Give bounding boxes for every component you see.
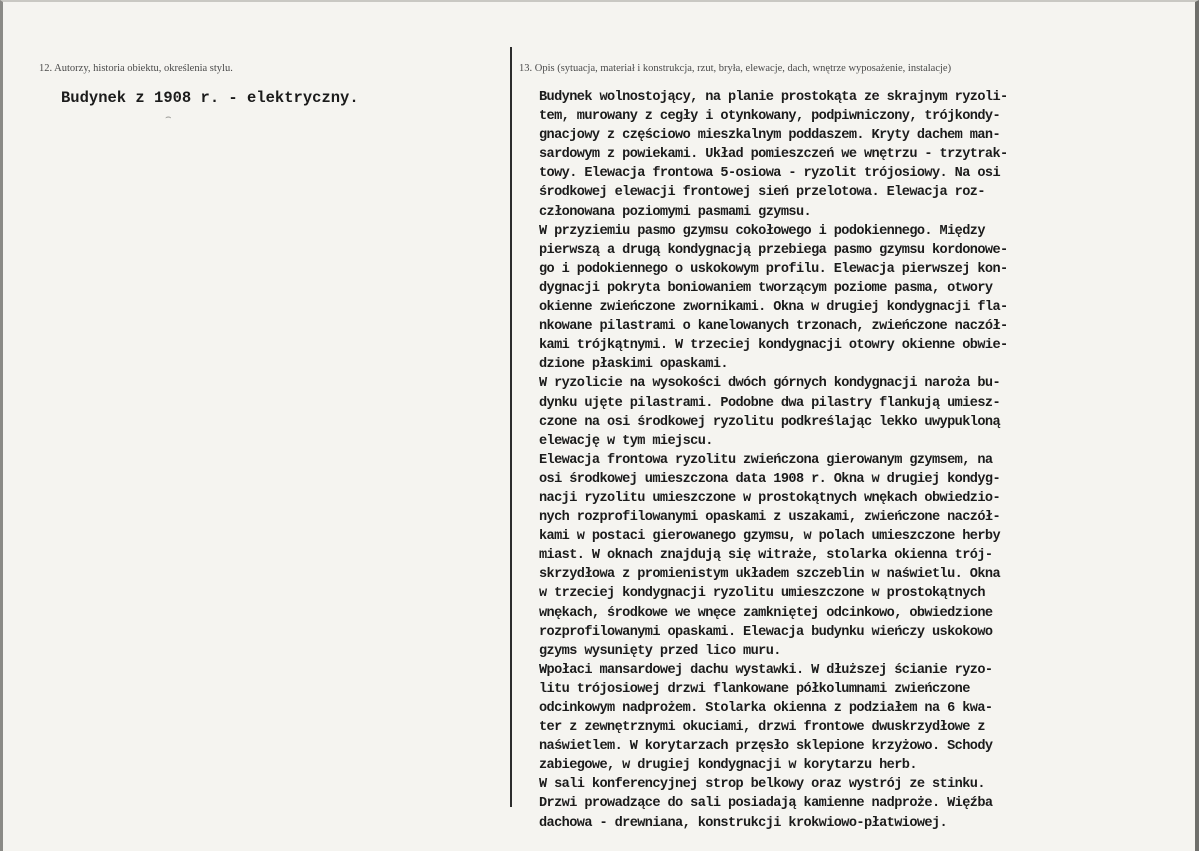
section-12-text: Budynek z 1908 r. - elektryczny. bbox=[61, 89, 359, 107]
description-line: w trzeciej kondygnacji ryzolitu umieszczone w prostokątnych bbox=[539, 586, 985, 602]
description-line: zabiegowe, w drugiej kondygnacji w korytarzu herb. bbox=[539, 758, 917, 774]
description-line: elewację w tym miejscu. bbox=[539, 433, 713, 449]
description-line: miast. W oknach znajdują się witraże, stolarka okienna trój- bbox=[539, 548, 993, 564]
description-line: dzione płaskimi opaskami. bbox=[539, 357, 728, 373]
description-line: dachowa - drewniana, konstrukcji krokwiowo-płatwiowej. bbox=[539, 815, 948, 831]
stray-mark: ⌢ bbox=[165, 112, 172, 123]
description-line: Budynek wolnostojący, na planie prostokąta ze skrajnym ryzoli- bbox=[539, 90, 1008, 105]
description-line: dynku ujęte pilastrami. Podobne dwa pilastry flankują umiesz- bbox=[539, 395, 1001, 411]
description-line: dygnacji pokryta boniowaniem tworzącym poziome pasma, otwory bbox=[539, 280, 993, 296]
description-line: osi środkowej umieszczona data 1908 r. Okna w drugiej kondyg- bbox=[539, 471, 1001, 487]
description-line: W przyziemiu pasmo gzymsu cokołowego i podokiennego. Między bbox=[539, 223, 985, 239]
description-line: naświetlem. W korytarzach przęsło sklepione krzyżowo. Schody bbox=[539, 739, 993, 755]
description-line: towy. Elewacja frontowa 5-osiowa - ryzolit trójosiowy. Na osi bbox=[539, 166, 1001, 182]
description-line: go i podokiennego o uskokowym profilu. Elewacja pierwszej kon- bbox=[539, 261, 1008, 277]
description-line: odcinkowym nadprożem. Stolarka okienna z podziałem na 6 kwa- bbox=[539, 701, 993, 716]
description-line: skrzydłowa z promienistym układem szczeblin w naświetlu. Okna bbox=[539, 567, 1001, 583]
section-12-header: 12. Autorzy, historia obiektu, określenia stylu. bbox=[39, 63, 233, 74]
description-line: gnacjowy z częściowo mieszkalnym poddaszem. Kryty dachem man- bbox=[539, 128, 1001, 144]
description-line: rozprofilowanymi opaskami. Elewacja budynku wieńczy uskokowo bbox=[539, 624, 993, 640]
description-line: gzyms wysunięty przed lico muru. bbox=[539, 643, 781, 659]
column-divider bbox=[510, 47, 512, 807]
description-line: kami trójkątnymi. W trzeciej kondygnacji otowry okienne obwie- bbox=[539, 338, 1008, 354]
description-line: nych rozprofilowanymi opaskami z uszakami, zwieńczone naczół- bbox=[539, 510, 1001, 526]
description-line: W sali konferencyjnej strop belkowy oraz wystrój ze stinku. bbox=[539, 777, 985, 793]
description-line: środkowej elewacji frontowej sień przelotowa. Elewacja roz- bbox=[539, 185, 985, 201]
description-line: Drzwi prowadzące do sali posiadają kamienne nadproże. Więźba bbox=[539, 796, 993, 812]
description-line: pierwszą a drugą kondygnacją przebiega pasmo gzymsu kordonowe- bbox=[539, 242, 1008, 258]
description-line: kami w postaci gierowanego gzymsu, w polach umieszczone herby bbox=[539, 529, 1001, 545]
description-line: członowana poziomymi pasmami gzymsu. bbox=[539, 204, 812, 220]
description-line: nkowane pilastrami o kanelowanych trzonach, zwieńczone naczół- bbox=[539, 319, 1008, 335]
description-line: sardowym z powiekami. Układ pomieszczeń we wnętrzu - trzytrak- bbox=[539, 147, 1008, 163]
description-line: wnękach, środkowe we wnęce zamkniętej odcinkowo, obwiedzione bbox=[539, 605, 993, 621]
section-13-header: 13. Opis (sytuacja, materiał i konstrukcja, rzut, bryła, elewacje, dach, wnętrze wyposażenie, instalacje) bbox=[519, 63, 952, 74]
description-line: okienne zwieńczone zwornikami. Okna w drugiej kondygnacji fla- bbox=[539, 300, 1008, 316]
description-line: ter z zewnętrznymi okuciami, drzwi frontowe dwuskrzydłowe z bbox=[539, 720, 985, 736]
section-13-text bbox=[539, 88, 1008, 833]
description-line: nacji ryzolitu umieszczone w prostokątnych wnękach obwiedzio- bbox=[539, 490, 1001, 506]
description-line: Wpołaci mansardowej dachu wystawki. W dłuższej ścianie ryzo- bbox=[539, 662, 993, 678]
description-line: tem, murowany z cegły i otynkowany, podpiwniczony, trójkondy- bbox=[539, 109, 1001, 125]
description-line: Elewacja frontowa ryzolitu zwieńczona gierowanym gzymsem, na bbox=[539, 452, 993, 468]
description-line: czone na osi środkowej ryzolitu podkreślając lekko uwypukloną bbox=[539, 414, 1001, 430]
description-line: W ryzolicie na wysokości dwóch górnych kondygnacji naroża bu- bbox=[539, 376, 1001, 392]
description-line: litu trójosiowej drzwi flankowane półkolumnami zwieńczone bbox=[539, 681, 970, 697]
